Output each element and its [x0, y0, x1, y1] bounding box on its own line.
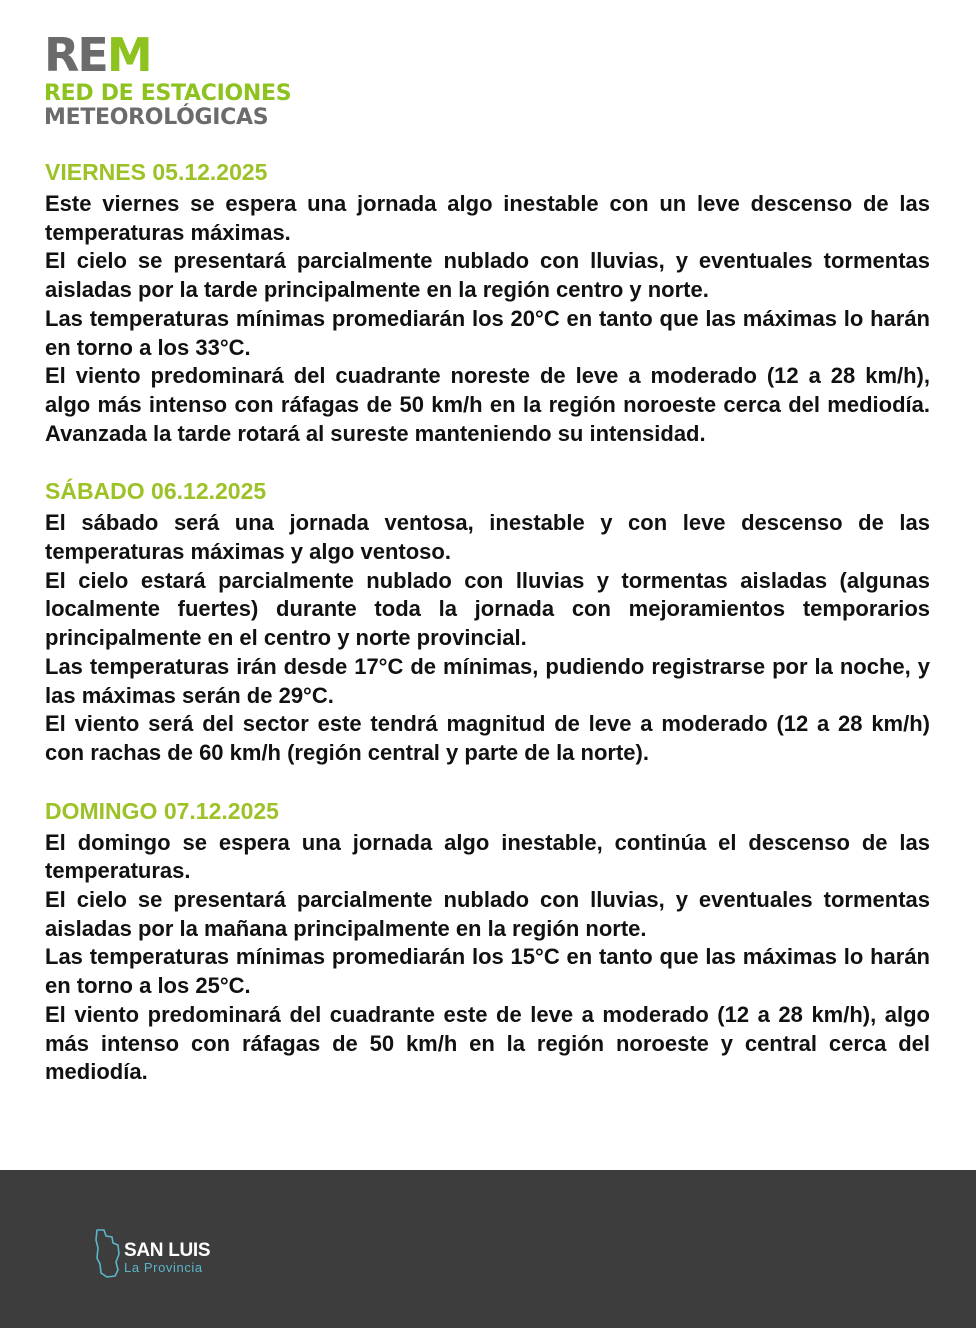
logo-line-meteorologicas: METEOROLÓGICAS — [44, 105, 269, 130]
forecast-paragraph: El viento predominará del cuadrante noreste de leve a moderado (12 a 28 km/h), algo más intenso con ráfagas de 50 km/h en la región noroeste cerca del mediodía. Avanzada la tarde rotará al sureste manteniendo su intensidad. — [45, 363, 930, 446]
day-section-domingo — [45, 795, 930, 1087]
logo-rem-prefix: RE — [44, 28, 107, 82]
logo-rem-wordmark — [44, 28, 291, 82]
forecast-paragraph: Las temperaturas irán desde 17°C de mínimas, pudiendo registrarse por la noche, y las máximas serán de 29°C. — [45, 653, 930, 708]
forecast-content — [45, 156, 930, 1114]
forecast-paragraph: El cielo estará parcialmente nublado con lluvias y tormentas aisladas (algunas localmente fuertes) durante toda la jornada con mejoramientos temporarios principalmente en el centro y norte provincial. — [45, 567, 930, 651]
brand-name: SAN LUIS — [124, 1240, 211, 1261]
brand-subtitle: La Provincia — [124, 1260, 203, 1275]
logo-line-red-de-estaciones: RED DE ESTACIONES — [44, 81, 292, 106]
forecast-paragraph: El cielo se presentará parcialmente nublado con lluvias, y eventuales tormentas aisladas por la tarde principalmente en la región centro y norte. — [45, 248, 930, 303]
forecast-paragraph: El domingo se espera una jornada algo inestable, continúa el descenso de las temperaturas. — [45, 829, 930, 884]
day-title: SÁBADO 06.12.2025 — [45, 478, 267, 505]
forecast-paragraph: Las temperaturas mínimas promediarán los 15°C en tanto que las máximas lo harán en torno a los 25°C. — [45, 944, 930, 999]
province-map-icon — [94, 1228, 122, 1280]
footer-bar — [0, 1170, 976, 1328]
san-luis-logo — [94, 1228, 234, 1280]
day-section-sabado — [45, 475, 930, 767]
day-title: VIERNES 05.12.2025 — [45, 159, 268, 185]
rem-logo — [44, 28, 292, 130]
day-section-viernes — [45, 156, 930, 448]
logo-rem-suffix: M — [106, 28, 151, 82]
forecast-paragraph: El cielo se presentará parcialmente nublado con lluvias, y eventuales tormentas aisladas por la mañana principalmente en la región norte. — [45, 887, 930, 941]
day-title: DOMINGO 07.12.2025 — [45, 797, 279, 824]
forecast-paragraph: El sábado será una jornada ventosa, inestable y con leve descenso de las temperaturas máximas y algo ventoso. — [45, 510, 930, 565]
forecast-paragraph: El viento predominará del cuadrante este de leve a moderado (12 a 28 km/h), algo más intenso con ráfagas de 50 km/h en la región noroeste y central cerca del mediodía. — [45, 1001, 930, 1085]
forecast-paragraph: Las temperaturas mínimas promediarán los 20°C en tanto que las máximas lo harán en torno a los 33°C. — [45, 305, 930, 360]
forecast-paragraph: El viento será del sector este tendrá magnitud de leve a moderado (12 a 28 km/h) con rachas de 60 km/h (región central y parte de la norte). — [45, 711, 930, 765]
forecast-paragraph: Este viernes se espera una jornada algo inestable con un leve descenso de las temperaturas máximas. — [45, 191, 930, 245]
